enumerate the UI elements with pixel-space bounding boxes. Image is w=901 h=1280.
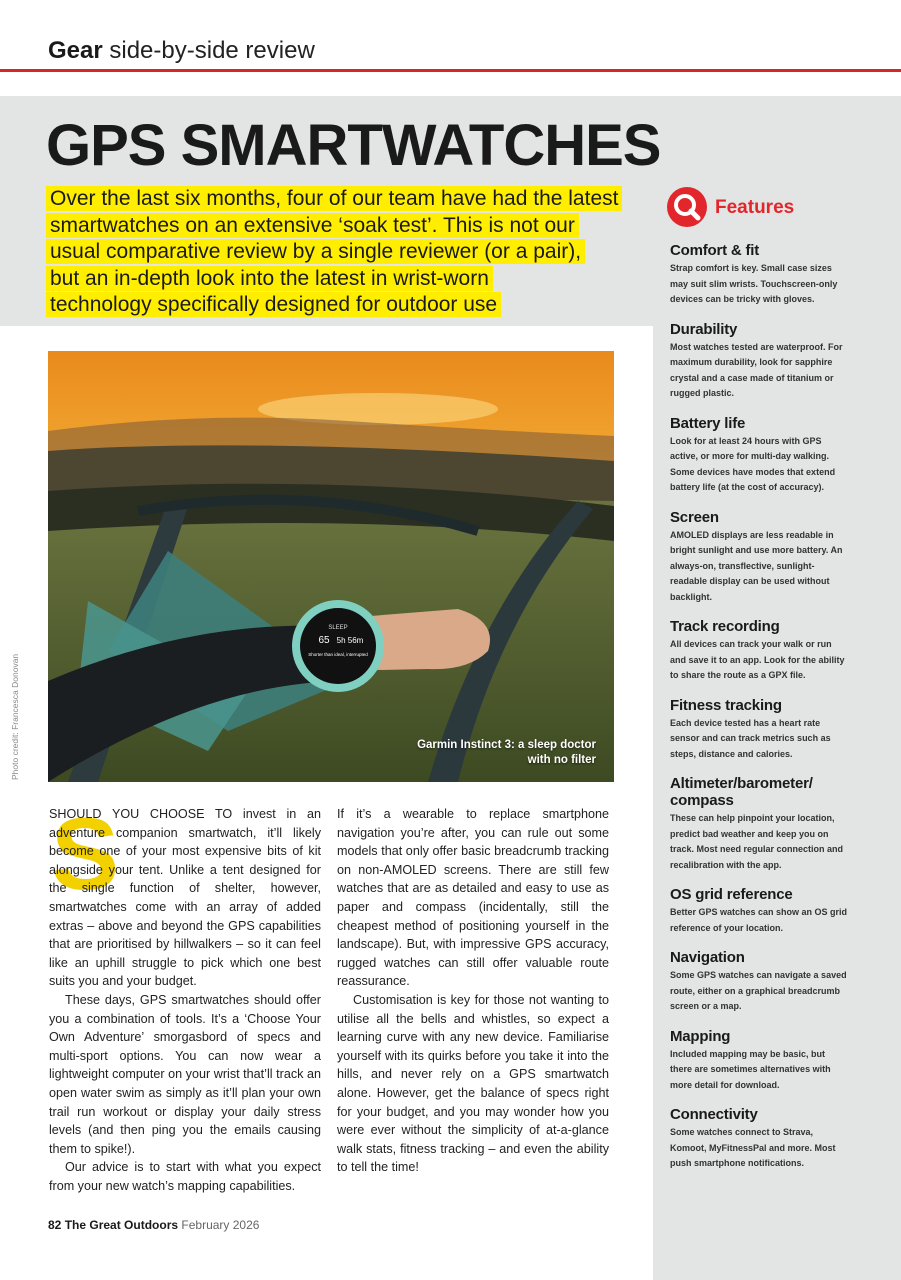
feature-heading: Durability <box>670 320 738 338</box>
feature-heading: Track recording <box>670 618 780 635</box>
feature-heading: Navigation <box>670 949 745 966</box>
watch-screen-note: Shorter than ideal, interrupted <box>308 652 368 657</box>
feature-item <box>670 886 848 936</box>
feature-item <box>670 697 848 763</box>
feature-heading: Battery life <box>670 414 746 432</box>
feature-item <box>670 1106 848 1172</box>
features-title: Features <box>715 197 795 218</box>
standfirst <box>46 186 636 319</box>
feature-heading: Mapping <box>670 1027 731 1045</box>
feature-heading: Screen <box>670 508 719 526</box>
issue-date: February 2026 <box>181 1218 260 1232</box>
body-paragraph: Customisation is key for those not wanting to utilise all the bells and whistles, so expect a learning curve with any new device. Familiarise yourself with its quirks before you take it into the hills, and never rely on a GPS smartwatch alone. However, get the balance of specs right for your budget, and you may wonder how you were ever without the simplicity of at-a-glance walk stats, fitness tracking – and even the ability to tell the time! <box>337 992 609 1175</box>
hero-photo <box>48 351 614 782</box>
search-icon <box>667 187 707 227</box>
features-list <box>670 242 848 1185</box>
watch-screen-label: SLEEP <box>328 625 348 631</box>
features-header <box>667 187 887 227</box>
feature-heading: Connectivity <box>670 1106 758 1123</box>
feature-text: All devices can track your walk or run and save it to an app. Look for the ability to share the route as a GPX file. <box>670 639 845 680</box>
feature-item <box>670 509 848 606</box>
feature-text: Look for at least 24 hours with GPS active, or more for multi-day walking. Some devices have modes that extend battery life (at the cost of accuracy). <box>670 435 836 492</box>
photo-caption: Garmin Instinct 3: a sleep doctor with no filter <box>417 739 596 766</box>
feature-item <box>670 618 848 684</box>
feature-heading: OS grid reference <box>670 886 793 903</box>
feature-item <box>670 415 848 496</box>
feature-text: Included mapping may be basic, but there are sometimes alternatives with more detail for download. <box>670 1048 831 1090</box>
article-title: GPS SMARTWATCHES <box>46 113 661 178</box>
page-footer <box>48 1218 259 1232</box>
body-paragraph: These days, GPS smartwatches should offer you a combination of tools. It’s a ‘Choose Your Own Adventure’ smorgasbord of specs and multi-sport options. You can now wear a lightweight computer on your wrist that’ll track an open water swim as simply as it’ll plan your own trail run workout or display your daily stress levels (and then ping you the emails causing them to spike!). <box>49 992 321 1156</box>
standfirst-line: technology specifically designed for outdoor use <box>46 292 501 317</box>
feature-text: AMOLED displays are less readable in bright sunlight and use more battery. An always-on, transflective, sunlight-readable display can be used without backlight. <box>670 529 843 602</box>
feature-text: Each device tested has a heart rate sensor and can track metrics such as steps, distance and calories. <box>670 717 831 759</box>
feature-heading: Altimeter/barometer/ compass <box>670 775 813 809</box>
section-name: Gear <box>48 37 103 64</box>
watch-screen-score: 65 <box>318 635 330 646</box>
feature-item <box>670 1028 848 1094</box>
standfirst-line: but an in-depth look into the latest in wrist-worn <box>46 266 493 291</box>
feature-text: Better GPS watches can show an OS grid reference of your location. <box>670 907 848 933</box>
feature-text: Some watches connect to Strava, Komoot, MyFitnessPal and more. Most push smartphone notifications. <box>670 1127 836 1168</box>
photo-credit: Photo credit: Francesca Donovan <box>10 653 20 780</box>
dropcap-wrap <box>49 797 321 991</box>
header-rule <box>0 69 901 72</box>
section-subtitle: side-by-side review <box>109 37 315 64</box>
standfirst-line: smartwatches on an extensive ‘soak test’. This is not our <box>46 213 579 238</box>
feature-item <box>670 775 848 873</box>
feature-text: These can help pinpoint your location, predict bad weather and keep you on track. Most need regular connection and recalibration with the app. <box>670 813 844 870</box>
sunrise-watch-illustration <box>48 351 614 782</box>
dropcap: S <box>51 797 120 911</box>
feature-text: Strap comfort is key. Small case sizes may suit slim wrists. Touchscreen-only devices can be tricky with gloves. <box>670 263 838 304</box>
watch-screen-duration: 5h 56m <box>336 636 364 645</box>
feature-item <box>670 242 848 308</box>
feature-heading: Comfort & fit <box>670 242 760 259</box>
standfirst-line: usual comparative review by a single reviewer (or a pair), <box>46 239 585 264</box>
page-header <box>0 0 901 72</box>
feature-heading: Fitness tracking <box>670 696 782 714</box>
section-kicker <box>48 36 315 66</box>
magazine-name: The Great Outdoors <box>64 1218 179 1232</box>
standfirst-line: Over the last six months, four of our team have had the latest <box>46 186 622 211</box>
page-number: 82 <box>48 1218 62 1232</box>
feature-text: Most watches tested are waterproof. For maximum durability, look for sapphire crystal and a case made of titanium or rugged plastic. <box>670 341 843 398</box>
feature-item <box>670 949 848 1015</box>
body-column-1 <box>49 797 321 1195</box>
body-paragraph: Our advice is to start with what you expect from your new watch’s mapping capabilities. <box>49 1160 321 1193</box>
body-paragraph: If it’s a wearable to replace smartphone navigation you’re after, you can rule out some models that only offer basic breadcrumb tracking on non-AMOLED screens. There are still few watches that are as detailed and easy to use as paper and compass (incidentally, still the cheapest method of positioning yourself in the landscape). But, with impressive GPS accuracy, rugged watches can still offer valuable route reassurance. <box>337 807 609 989</box>
feature-item <box>670 321 848 402</box>
feature-text: Some GPS watches can navigate a saved route, either on a graphical breadcrumb screen or a map. <box>670 970 847 1011</box>
body-column-2 <box>337 805 609 1177</box>
body-paragraph: SHOULD YOU CHOOSE TO invest in an adventure companion smartwatch, it’ll likely become one of your most expensive bits of kit alongside your tent. Unlike a tent designed for the single function of shelter, however, smartwatches come with an array of added extras – above and beyond the GPS capabilities that are prioritised by hillwalkers – so it can feel like an uphill struggle to pick which one best suits you and your budget. <box>49 807 321 989</box>
